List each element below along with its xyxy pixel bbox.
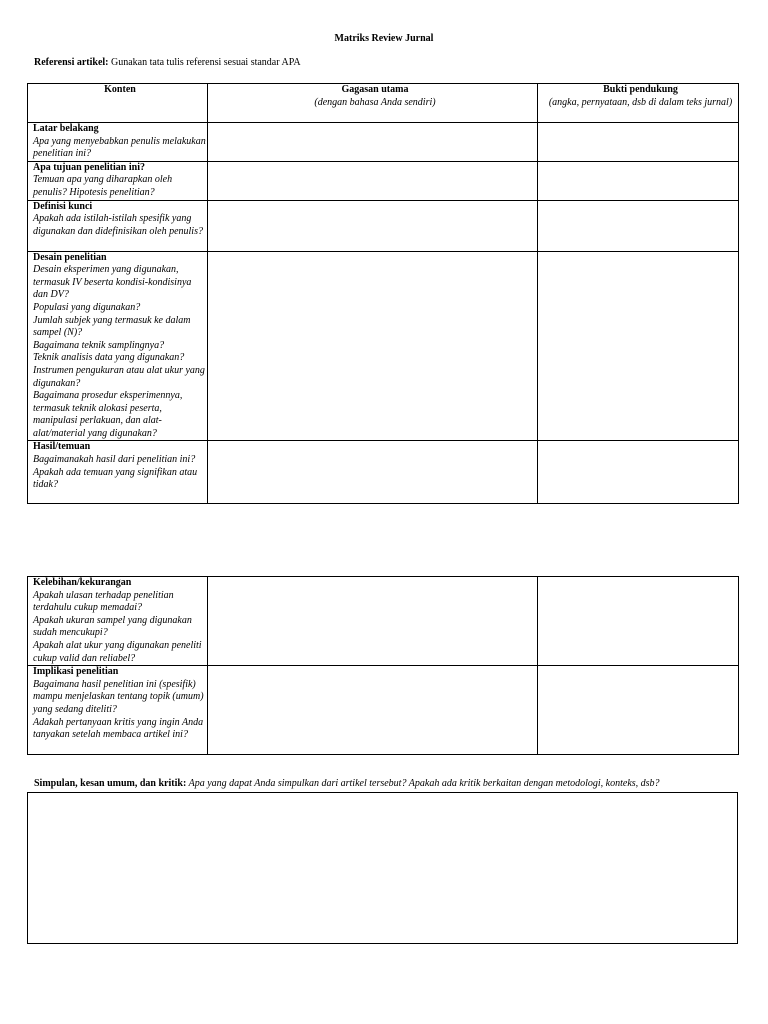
konten-cell [28,200,208,251]
row-title: Implikasi penelitian [33,666,119,678]
row-title: Definisi kunci [33,200,93,212]
konten-cell [28,123,208,162]
header-konten [28,84,208,123]
row-question: Instrumen pengukuran atau alat ukur yang digunakan? [33,364,205,389]
summary-line [34,778,754,791]
header-konten-label: Konten [104,84,136,95]
summary-input-box[interactable] [27,792,738,944]
row-question: Apa yang menyebabkan penulis melakukan penelitian ini? [33,135,206,160]
row-title: Latar belakang [33,123,99,134]
bukti-input-cell[interactable] [538,577,739,666]
row-title: Kelebihan/kekurangan [33,577,132,588]
row-title: Desain penelitian [33,251,107,263]
reference-label: Referensi artikel: [34,57,109,68]
header-bukti-sub: (angka, pernyataan, dsb di dalam teks jurnal) [548,96,733,108]
row-question: Apakah ulasan terhadap penelitian terdahulu cukup memadai? [33,589,174,614]
header-gagasan-title: Gagasan utama [341,84,409,95]
table-row [28,441,739,504]
reference-line [34,57,734,70]
table-row [28,123,739,162]
row-question: Apakah ada istilah-istilah spesifik yang digunakan dan didefinisikan oleh penulis? [33,213,203,237]
table-row [28,200,739,251]
reference-instruction: Gunakan tata tulis referensi sesuai standar APA [108,57,301,68]
summary-instruction: Apa yang dapat Anda simpulkan dari artikel tersebut? Apakah ada kritik berkaitan dengan metodologi, konteks, dsb? [186,778,660,789]
row-question: Apakah ada temuan yang signifikan atau tidak? [33,466,198,491]
row-question: Apakah ukuran sampel yang digunakan sudah mencukupi? [33,614,192,639]
bukti-input-cell[interactable] [538,441,739,504]
konten-cell [28,666,208,755]
gagasan-input-cell[interactable] [208,441,538,504]
row-question: Adakah pertanyaan kritis yang ingin Anda tanyakan setelah membaca artikel ini? [33,716,204,741]
bukti-input-cell[interactable] [538,666,739,755]
header-bukti [538,84,739,123]
review-matrix-table-continued [27,576,739,755]
row-title: Hasil/temuan [33,441,91,453]
header-gagasan-sub: (dengan bahasa Anda sendiri) [314,96,436,108]
row-question: Bagaimana hasil penelitian ini (spesifik) mampu menjelaskan tentang topik (umum) yang sedang diteliti? [33,678,204,715]
header-gagasan [208,84,538,123]
table-header-row [28,84,739,123]
bukti-input-cell[interactable] [538,123,739,162]
row-question: Temuan apa yang diharapkan oleh penulis? Hipotesis penelitian? [33,174,173,198]
page-title: Matriks Review Jurnal [334,33,434,44]
table-row [28,577,739,666]
row-question: Bagaimana prosedur eksperimennya, termasuk teknik alokasi peserta, manipulasi perlakuan, dan alat-alat/material yang digunakan? [33,390,183,439]
konten-cell [28,441,208,504]
header-bukti-title: Bukti pendukung [603,84,678,95]
gagasan-input-cell[interactable] [208,577,538,666]
gagasan-input-cell[interactable] [208,666,538,755]
table-row [28,251,739,441]
row-question: Bagaimana teknik samplingnya? [33,339,165,351]
row-question: Teknik analisis data yang digunakan? [33,352,185,364]
table-row [28,666,739,755]
table-row [28,161,739,200]
konten-cell [28,577,208,666]
gagasan-input-cell[interactable] [208,123,538,162]
bukti-input-cell[interactable] [538,251,739,441]
row-question: Populasi yang digunakan? [33,301,141,313]
row-question: Jumlah subjek yang termasuk ke dalam sampel (N)? [33,314,191,339]
row-question: Apakah alat ukur yang digunakan peneliti cukup valid dan reliabel? [33,639,202,664]
konten-cell [28,251,208,441]
row-question: Desain eksperimen yang digunakan, termasuk IV beserta kondisi-kondisinya dan DV? [33,264,192,301]
gagasan-input-cell[interactable] [208,251,538,441]
row-question: Bagaimanakah hasil dari penelitian ini? [33,454,196,466]
review-matrix-table [27,83,739,504]
bukti-input-cell[interactable] [538,161,739,200]
gagasan-input-cell[interactable] [208,161,538,200]
row-title: Apa tujuan penelitian ini? [33,161,145,173]
bukti-input-cell[interactable] [538,200,739,251]
konten-cell [28,161,208,200]
gagasan-input-cell[interactable] [208,200,538,251]
summary-label: Simpulan, kesan umum, dan kritik: [34,778,187,789]
